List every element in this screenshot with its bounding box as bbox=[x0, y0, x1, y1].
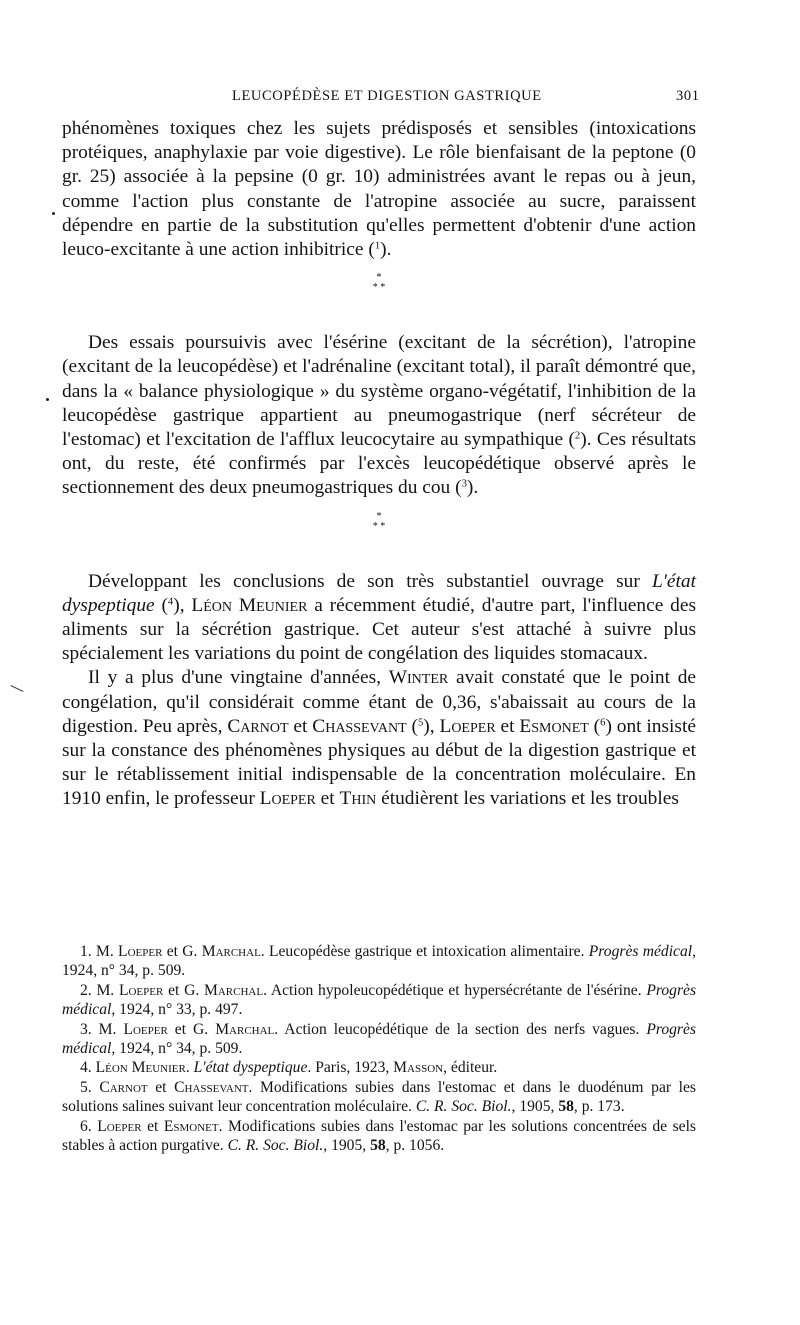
page-number: 301 bbox=[676, 88, 700, 104]
footnote-2: 2. M. Loeper et G. Marchal. Action hypoleucopédétique et hypersécrétante de l'ésérine. Progrès médical, 1924, n° 33, p. 497. bbox=[62, 981, 697, 1019]
running-head bbox=[0, 88, 800, 108]
section-separator: * * * bbox=[372, 272, 386, 294]
section-separator: * * * bbox=[372, 510, 386, 532]
paragraph-4: Il y a plus d'une vingtaine d'années, Winter avait constaté que le point de congélation, qu'il considérait comme étant de 0,36, s'abaissait au cours de la digestion. Peu après, Carnot et Chassevant ($^5$), Loeper et Esmonet ($^6$) ont insisté sur la constance des phénomènes physiques au début de la digestion gastrique et sur le rétablissement initial indispensable de la concentration moléculaire. En 1910 enfin, le professeur Loeper et Thin étudièrent les variations et les troubles bbox=[62, 667, 696, 810]
running-head-title: LEUCOPÉDÈSE ET DIGESTION GASTRIQUE bbox=[232, 88, 542, 104]
paragraph-1: phénomènes toxiques chez les sujets prédisposés et sensibles (intoxications protéiques, anaphylaxie par voie digestive). Le rôle bienfaisant de la peptone (0 gr. 25) associée à la pepsine (0 gr. 10) administrées avant le repas ou à jeun, comme l'action plus constante de l'atropine associée au sucre, paraissent dépendre en partie de la substitution qu'elles permettent d'obtenir d'une action leuco-excitante à une action inhibitrice ($^1$). bbox=[62, 118, 696, 261]
footnote-6: 6. Loeper et Esmonet. Modifications subies dans l'estomac par les solutions concentrées de sels stables à action purgative. C. R. Soc. Biol., 1905, 58, p. 1056. bbox=[62, 1117, 696, 1155]
margin-mark bbox=[46, 398, 49, 401]
footnote-3: 3. M. Loeper et G. Marchal. Action leucopédétique de la section des nerfs vagues. Progrès médical, 1924, n° 34, p. 509. bbox=[62, 1020, 696, 1058]
footnotes bbox=[62, 942, 696, 1155]
footnote-5: 5. Carnot et Chassevant. Modifications subies dans l'estomac et dans le duodénum par les solutions salines suivant leur concentration moléculaire. C. R. Soc. Biol., 1905, 58, p. 173. bbox=[62, 1078, 697, 1116]
paragraph-3: Développant les conclusions de son très substantiel ouvrage sur L'état dyspeptique ($^4$), Léon Meunier a récemment étudié, d'autre part, l'influence des aliments sur la sécrétion gastrique. Cet auteur s'est attaché à suivre plus spécialement les variations du point de congélation des liquides stomacaux. bbox=[62, 570, 696, 665]
footnote-4: 4. Léon Meunier. L'état dyspeptique. Paris, 1923, Masson, éditeur. bbox=[80, 1059, 498, 1077]
main-text bbox=[62, 117, 696, 812]
paragraph-2: Des essais poursuivis avec l'ésérine (excitant de la sécrétion), l'atropine (excitant de la leucopédèse) et l'adrénaline (excitant total), il paraît démontré que, dans la « balance physiologique » du système organo-végétatif, l'inhibition de la leucopédèse gastrique appartient au pneumogastrique (nerf sécréteur de l'estomac) et l'excitation de l'afflux leucocytaire au sympathique ($^2$). Ces résultats ont, du reste, été confirmés par l'excès leucopédétique observé après le sectionnement des deux pneumogastriques du cou ($^3$). bbox=[62, 332, 696, 499]
footnote-1: 1. M. Loeper et G. Marchal. Leucopédèse gastrique et intoxication alimentaire. Progrès médical, 1924, n° 34, p. 509. bbox=[62, 943, 696, 980]
margin-mark bbox=[10, 685, 23, 692]
margin-mark bbox=[52, 212, 55, 215]
